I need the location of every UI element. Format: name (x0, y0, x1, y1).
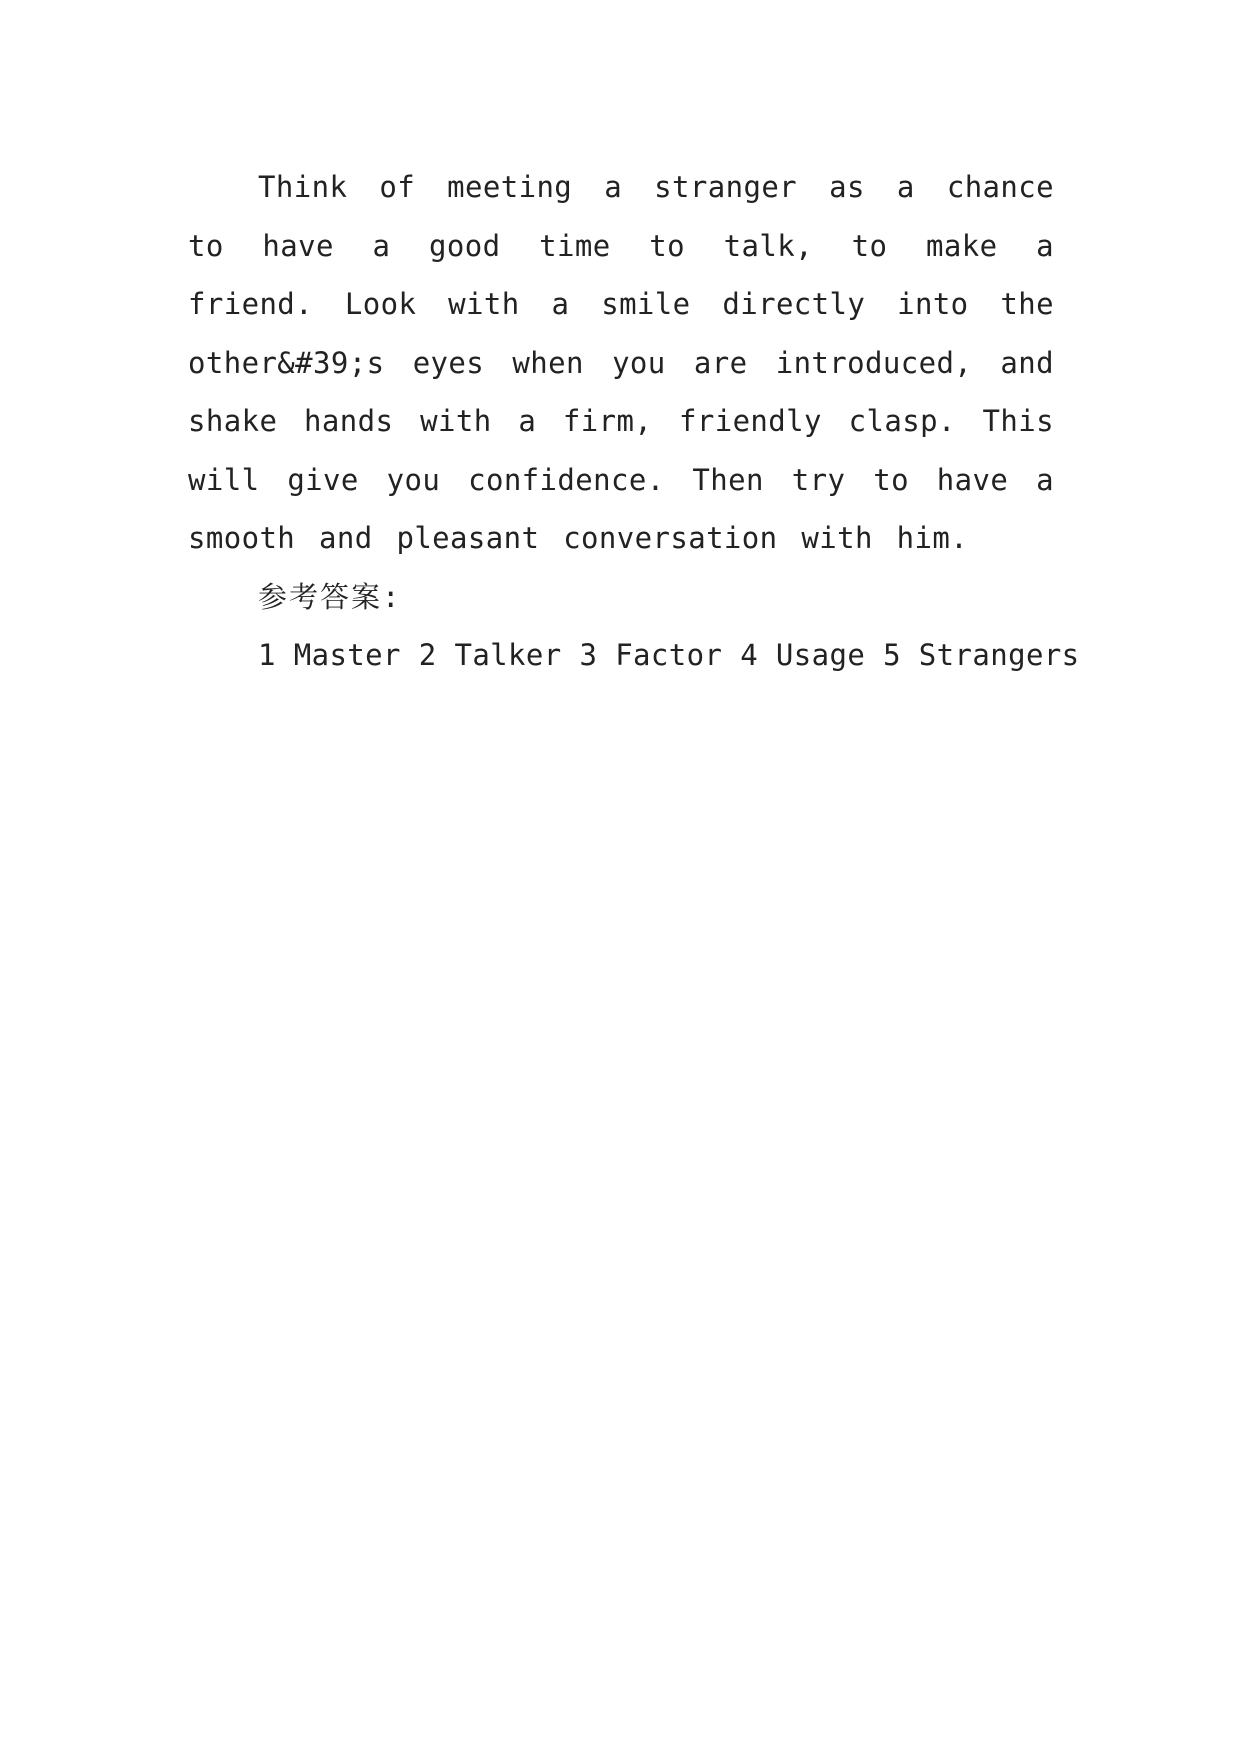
body-paragraph: Think of meeting a stranger as a chance to have a good time to talk, to make a friend. Look with a smile directly into the other&#39;s eyes when you are introduced, and shake hands with a firm, friendly clasp. This will give you confidence. Then try to have a smooth and pleasant conversation with him. (188, 170, 1054, 555)
document-body (188, 158, 1080, 685)
answer-key-label: 参考答案: (258, 579, 402, 614)
answer-key-list: 1 Master 2 Talker 3 Factor 4 Usage 5 Strangers (258, 638, 1080, 672)
